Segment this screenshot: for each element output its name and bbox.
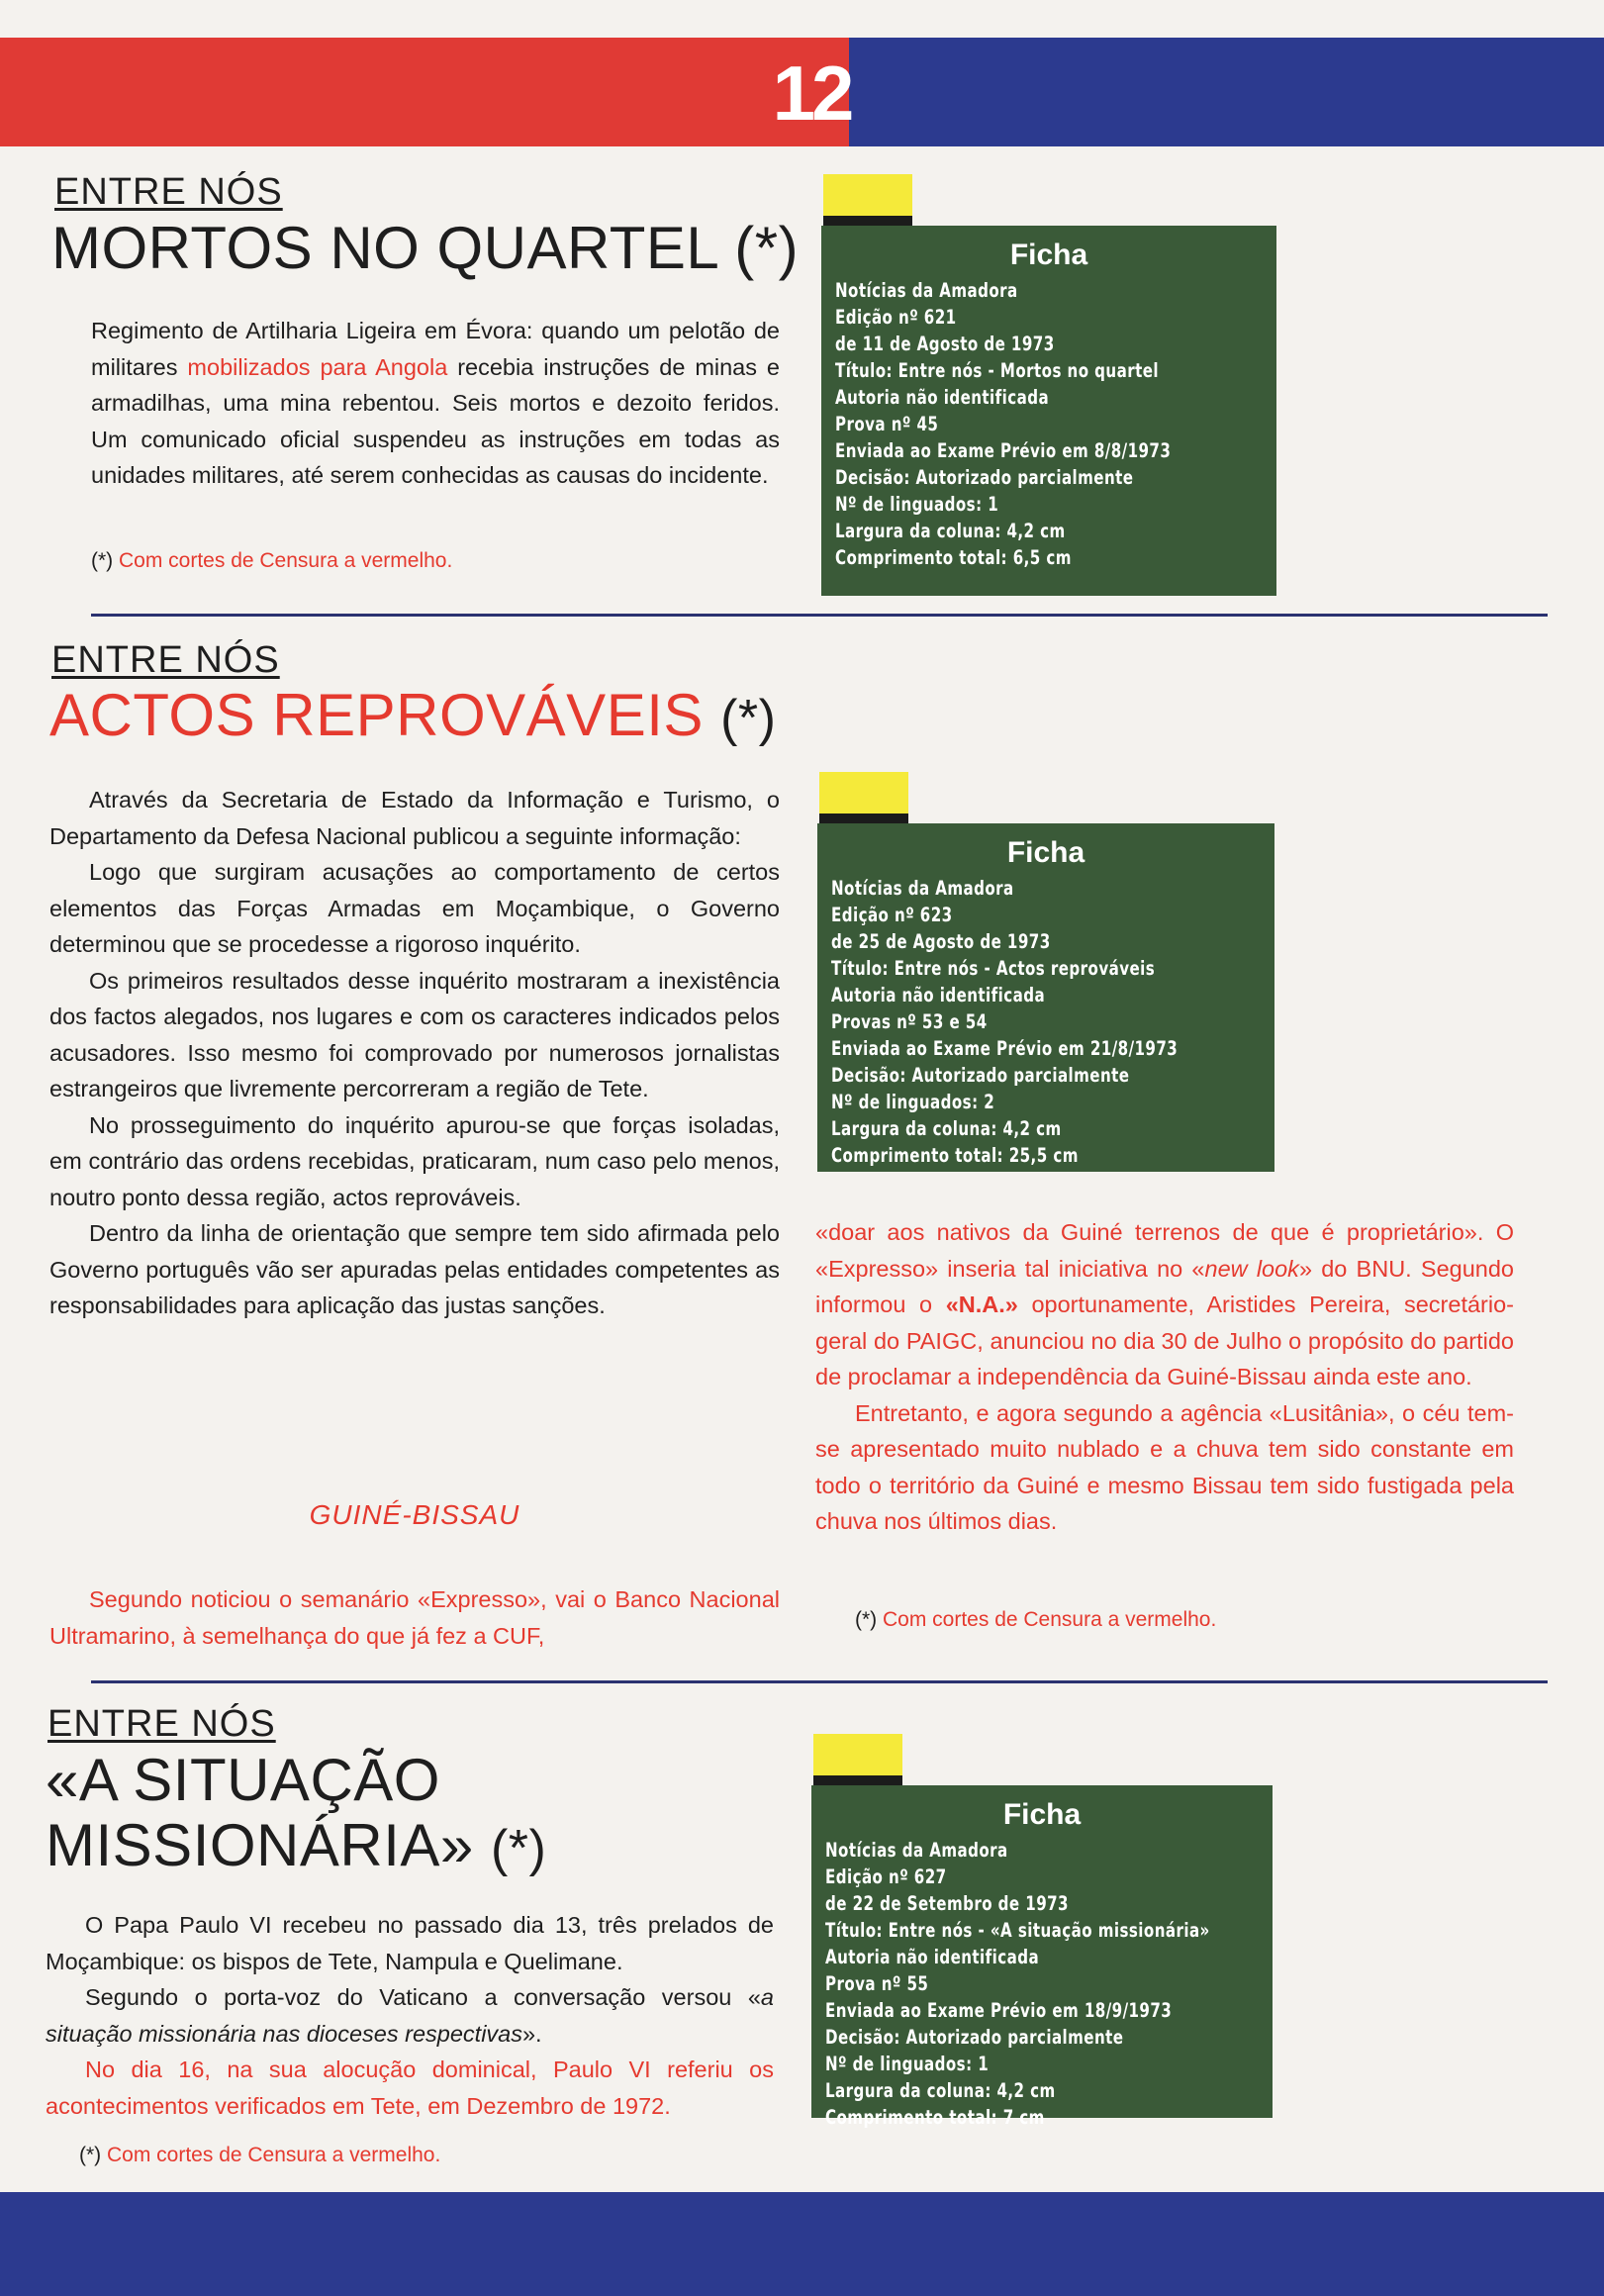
censored-text: No dia 16, na sua alocução dominical, Paulo VI referiu os acontecimentos verificados em Tete, em Dezembro de 1972. (46, 2057, 774, 2119)
ficha-line: Largura da coluna: 4,2 cm (835, 520, 1066, 542)
ficha-line: de 25 de Agosto de 1973 (831, 930, 1051, 953)
section3-censorship-note: (*) Com cortes de Censura a vermelho. (79, 2144, 441, 2166)
ficha-line: Comprimento total: 6,5 cm (835, 546, 1072, 569)
paragraph: Os primeiros resultados desse inquérito mostraram a inexistência dos factos alegados, nos lugares e com os caracteres indicados pelos acusadores. Isso mesmo foi comprovado por numerosos jornalistas estrangeiros que livremente percorreram a região de Tete. (49, 967, 780, 1101)
paragraph: Através da Secretaria de Estado da Informação e Turismo, o Departamento da Defesa Nacional publicou a seguinte informação: (49, 787, 780, 849)
section2-censored-left: Segundo noticiou o semanário «Expresso», vai o Banco Nacional Ultramarino, à semelhança do que já fez a CUF, (49, 1586, 780, 1649)
ficha-title: Ficha (1002, 1798, 1082, 1831)
ficha-line: Edição nº 621 (835, 306, 957, 329)
ficha-line: Largura da coluna: 4,2 cm (825, 2079, 1056, 2102)
ficha-line: Notícias da Amadora (825, 1839, 1008, 1862)
ficha-line: Título: Entre nós - Actos reprováveis (831, 957, 1156, 980)
ficha-line: Decisão: Autorizado parcialmente (835, 466, 1134, 489)
section2-body (49, 782, 780, 1324)
section2-ficha (817, 823, 1274, 1172)
ficha-line: Nº de linguados: 2 (831, 1091, 995, 1113)
ficha-line: de 22 de Setembro de 1973 (825, 1892, 1069, 1915)
section1-censorship-note: (*) Com cortes de Censura a vermelho. (91, 549, 453, 572)
section2-subhead: GUINÉ-BISSAU (309, 1499, 520, 1530)
paragraph: Dentro da linha de orientação que sempre tem sido afirmada pelo Governo português vão ser apuradas pelas entidades competentes as responsabilidades para aplicação das justas sanções. (49, 1220, 780, 1318)
ficha-line: Edição nº 623 (831, 904, 953, 926)
ficha-line: Comprimento total: 25,5 cm (831, 1144, 1079, 1167)
paragraph: No prosseguimento do inquérito apurou-se que forças isoladas, em contrário das ordens recebidas, praticaram, num caso pelo menos, noutro ponto dessa região, actos reprováveis. (49, 1111, 780, 1210)
ficha-line: Comprimento total: 7 cm (825, 2106, 1045, 2129)
section1-body: Regimento de Artilharia Ligeira em Évora: quando um pelotão de militares mobilizados para Angola recebia instruções de minas e armadilhas, uma mina rebentou. Seis mortos e dezoito feridos. Um comunicado oficial suspendeu as instruções em todas as unidades militares, até serem conhecidas as causas do incidente. (91, 318, 781, 488)
ficha-line: Autoria não identificada (831, 984, 1046, 1006)
section2-headline: ACTOS REPROVÁVEIS (*) (49, 682, 777, 748)
section2-kicker: ENTRE NÓS (51, 639, 280, 681)
section3-body: O Papa Paulo VI recebeu no passado dia 13, três prelados de Moçambique: os bispos de Tete, Nampula e Quelimane. Segundo o porta-voz do Vaticano a conversação versou «a situação missionária nas dioceses respectivas». No dia 16, na sua alocução dominical, Paulo VI referiu os acontecimentos verificados em Tete, em Dezembro de 1972. (46, 1907, 774, 2124)
ficha-line: Enviada ao Exame Prévio em 18/9/1973 (825, 1999, 1173, 2022)
section3-headline-line2: MISSIONÁRIA» (*) (46, 1812, 547, 1878)
ficha-line: Prova nº 45 (835, 413, 939, 435)
ficha-line: Decisão: Autorizado parcialmente (825, 2026, 1124, 2049)
section2-censored-right: «doar aos nativos da Guiné terrenos de que é proprietário». O «Expresso» inseria tal iniciativa no «new look» do BNU. Segundo informou o «N.A.» oportunamente, Aristides Pereira, secretário-geral do PAIGC, anunciou no dia 30 de Julho o propósito do partido de proclamar a independência da Guiné-Bissau ainda este ano. Entretanto, e agora segundo a agência «Lusitânia», o céu tem-se apresentado muito nublado e a chuva tem sido constante em todo o território da Guiné e mesmo Bissau tem sido fustigada pela chuva nos últimos dias. (815, 1219, 1514, 1534)
ficha-line: Largura da coluna: 4,2 cm (831, 1117, 1062, 1140)
section-divider (91, 614, 1548, 617)
ficha-line: Nº de linguados: 1 (835, 493, 999, 516)
section1-kicker: ENTRE NÓS (54, 171, 283, 213)
section3-headline-line1: «A SITUAÇÃO (46, 1747, 440, 1813)
ficha-tab-dark (819, 813, 908, 823)
ficha-line: Autoria não identificada (835, 386, 1050, 409)
ficha-title: Ficha (1009, 239, 1088, 271)
ficha-tab-dark (813, 1775, 902, 1785)
ficha-tab-dark (823, 216, 912, 226)
ficha-line: Notícias da Amadora (835, 279, 1018, 302)
page-number: 12 (772, 49, 851, 137)
ficha-title: Ficha (1006, 836, 1085, 869)
paragraph: Logo que surgiram acusações ao comportamento de certos elementos das Forças Armadas em Moçambique, o Governo determinou que se procedesse a rigoroso inquérito. (49, 859, 780, 957)
header-band-red (0, 38, 849, 146)
section3-kicker: ENTRE NÓS (47, 1703, 276, 1745)
ficha-line: Decisão: Autorizado parcialmente (831, 1064, 1130, 1087)
ficha-line: Enviada ao Exame Prévio em 8/8/1973 (835, 439, 1172, 462)
censored-text: mobilizados para Angola (187, 353, 448, 380)
header-band-blue (849, 38, 1604, 146)
footer-band (0, 2192, 1604, 2296)
ficha-line: Prova nº 55 (825, 1972, 929, 1995)
section1-headline: MORTOS NO QUARTEL (*) (51, 215, 800, 281)
ficha-line: Edição nº 627 (825, 1866, 947, 1888)
ficha-line: Título: Entre nós - «A situação missionária» (825, 1919, 1210, 1942)
section2-censorship-note: (*) Com cortes de Censura a vermelho. (855, 1608, 1217, 1631)
ficha-line: Título: Entre nós - Mortos no quartel (835, 359, 1159, 382)
section1-ficha (821, 226, 1276, 596)
ficha-line: Provas nº 53 e 54 (831, 1010, 988, 1033)
ficha-line: Enviada ao Exame Prévio em 21/8/1973 (831, 1037, 1179, 1060)
ficha-line: de 11 de Agosto de 1973 (835, 333, 1055, 355)
ficha-line: Nº de linguados: 1 (825, 2053, 990, 2075)
ficha-line: Notícias da Amadora (831, 877, 1014, 900)
ficha-line: Autoria não identificada (825, 1946, 1040, 1968)
section-divider (91, 1680, 1548, 1683)
section3-ficha (811, 1785, 1273, 2129)
